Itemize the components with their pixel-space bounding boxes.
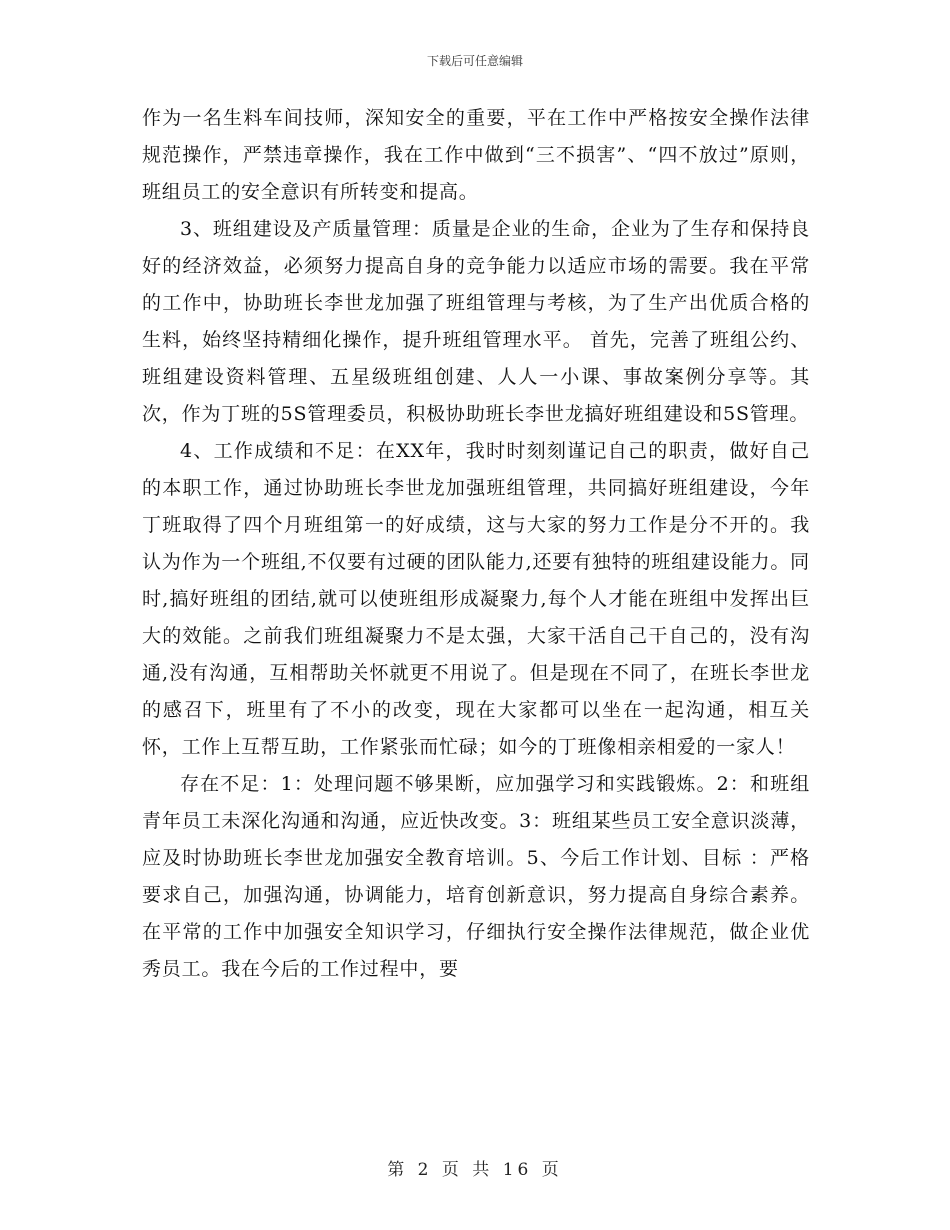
paragraph-4: 存在不足：1：处理问题不够果断，应加强学习和实践锻炼。2：和班组青年员工未深化沟通和沟通，应近快改变。3：班组某些员工安全意识淡薄，应及时协助班长李世龙加强安全教育培训。5、今后工作计划、目标 ：严格要求自己，加强沟通，协调能力，培育创新意识，努力提高自身综合素养。在平常的工作中加强安全知识学习，仔细执行安全操作法律规范，做企业优秀员工。我在今后的工作过程中，要 [142, 773, 810, 980]
body-text [142, 100, 810, 988]
paragraph-2: 3、班组建设及产质量管理：质量是企业的生命，企业为了生存和保持良好的经济效益，必须努力提高自身的竞争能力以适应市场的需要。我在平常的工作中，协助班长李世龙加强了班组管理与考核，为了生产出优质合格的生料，始终坚持精细化操作，提升班组管理水平。 首先，完善了班组公约、班组建设资料管理、五星级班组创建、人人一小课、事故案例分享等。其次，作为丁班的5S管理委员，积极协助班长李世龙搞好班组建设和5S管理。 [142, 218, 810, 425]
paragraph-1: 作为一名生料车间技师，深知安全的重要，平在工作中严格按安全操作法律规范操作，严禁违章操作，我在工作中做到“三不损害”、“四不放过”原则，班组员工的安全意识有所转变和提高。 [142, 107, 810, 203]
page-header: 下载后可任意编辑 [426, 54, 523, 68]
paragraph-3: 4、工作成绩和不足：在XX年，我时时刻刻谨记自己的职责，做好自己的本职工作，通过协助班长李世龙加强班组管理，共同搞好班组建设，今年丁班取得了四个月班组第一的好成绩，这与大家的努力工作是分不开的。我认为作为一个班组,不仅要有过硬的团队能力,还要有独特的班组建设能力。同时,搞好班组的团结,就可以使班组形成凝聚力,每个人才能在班组中发挥出巨大的效能。之前我们班组凝聚力不是太强，大家干活自己干自己的，没有沟通,没有沟通，互相帮助关怀就更不用说了。但是现在不同了，在班长李世龙的感召下，班里有了不小的改变，现在大家都可以坐在一起沟通，相互关怀，工作上互帮互助，工作紧张而忙碌；如今的丁班像相亲相爱的一家人！ [142, 440, 810, 758]
page-footer: 第 2 页 共 16 页 [387, 1160, 563, 1180]
